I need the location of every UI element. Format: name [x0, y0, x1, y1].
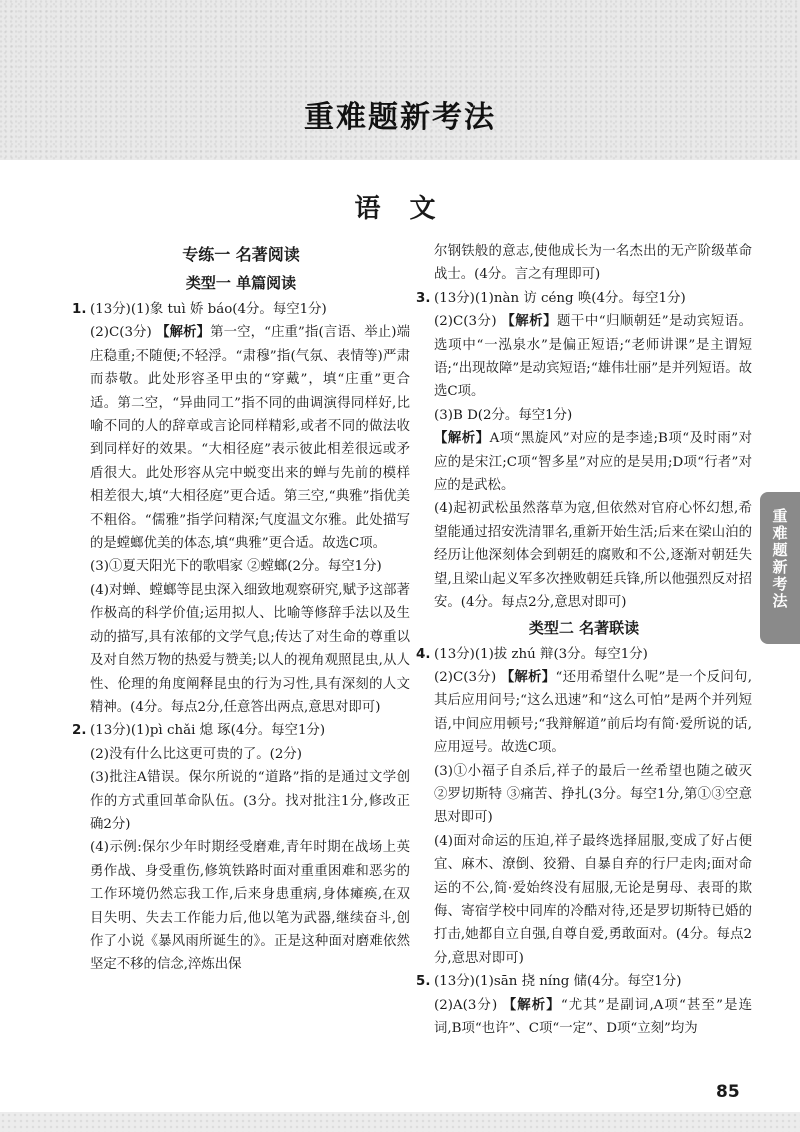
- page-number: 85: [716, 1082, 740, 1102]
- subject-title: 语 文: [354, 194, 446, 224]
- question-2: [72, 719, 410, 742]
- header-banner: [0, 0, 800, 160]
- question-number: 5.: [416, 974, 431, 990]
- q2-part2: (2)没有什么比这更可贵的了。(2分): [90, 746, 303, 762]
- side-tab-label: 重难题新考法: [770, 508, 789, 610]
- q1-part1: (13分)(1)象 tuì 娇 báo(4分。每空1分): [90, 302, 327, 317]
- q3-part1: (13分)(1)nàn 访 céng 唤(4分。每空1分): [434, 290, 686, 306]
- analysis-tag: 【解析】: [500, 668, 556, 685]
- side-tab: [760, 492, 800, 644]
- analysis-tag: 【解析】: [501, 313, 558, 330]
- analysis-tag: 【解析】: [434, 430, 490, 447]
- q5-part2: (2)A(3分) 【解析】“尤其”是副词,A项“甚至”是连词,B项“也许”、C项“一定”、D项“立刻”均为: [434, 996, 752, 1036]
- q1-part3: (3)①夏天阳光下的歌唱家 ②螳螂(2分。每空1分): [90, 559, 382, 575]
- q4-part1: (13分)(1)拔 zhú 辩(3分。每空1分): [434, 646, 648, 662]
- question-number: 3.: [416, 290, 431, 306]
- q2-part3: (3)批注A错误。保尔所说的“道路”指的是通过文学创作的方式重回革命队伍。(3分。找对批注1分,修改正确2分): [90, 770, 410, 832]
- question-4: [416, 643, 752, 666]
- section-title: 专练一 名著阅读: [182, 245, 300, 264]
- type-one-title: 类型一 单篇阅读: [185, 274, 297, 292]
- banner-title: 重难题新考法: [304, 100, 496, 135]
- bottom-strip: [0, 1112, 800, 1132]
- q4-part4: (4)面对命运的压迫,祥子最终选择屈服,变成了好占便宜、麻木、潦倒、狡猾、自暴自弃的行尸走肉;面对命运的不公,简·爱始终没有屈服,无论是舅母、表哥的欺侮、寄宿学校中同库的冷酷对待,还是罗切斯特已婚的打击,她都自立自强,自尊自爱,勇敢面对。(4分。每点2分,意思对即可): [434, 833, 752, 966]
- left-column: [72, 240, 410, 977]
- right-column: [416, 240, 752, 1040]
- q1-part2: (2)C(3分) 【解析】第一空，“庄重”指(言语、举止)端庄稳重;不随便;不轻浮。“肃穆”指(气氛、表情等)严肃而恭敬。此处形容圣甲虫的“穿戴”，填“庄重”更合适。第二空，“异曲同工”指不同的曲调演得同样好,比喻不同的人的辞章或言论同样精彩,或者不同的做法收到同样好的效果。“大相径庭”表示彼此相差很远或矛盾很大。此处形容从完中蜕变出来的蝉与先前的模样相差很大,填“大相径庭”更合适。第三空,“典雅”指优美不粗俗。“儒雅”指学问精深;气度温文尔雅。此处描写的是螳螂优美的体态,填“典雅”更合适。故选C项。: [90, 324, 411, 552]
- q4-part2: (2)C(3分) 【解析】“还用希望什么呢”是一个反问句,其后应用问号;“这么迅速”和“这么可怕”是两个并列短语,中间应用顿号;“我辩解道”前后均有简·爱所说的话,应用逗号。故选C项。: [434, 668, 752, 756]
- q4-part3: (3)①小福子自杀后,祥子的最后一丝希望也随之破灭 ②罗切斯特 ③痛苦、挣扎(3分。每空1分,第①③空意思对即可): [434, 763, 752, 826]
- question-number: 4.: [416, 646, 431, 662]
- analysis-tag: 【解析】: [156, 324, 211, 341]
- q2-part4: (4)示例:保尔少年时期经受磨难,青年时期在战场上英勇作战、身受重伤,修筑铁路时面对重重困难和恶劣的工作环境仍然忘我工作,后来身患重病,身体瘫痪,在双目失明、失去工作能力后,他以笔为武器,继续奋斗,创作了小说《暴风雨所诞生的》。正是这种面对磨难依然坚定不移的信念,淬炼出保: [90, 840, 410, 973]
- question-3: [416, 287, 752, 310]
- q3-part3: (3)B D(2分。每空1分): [434, 407, 573, 423]
- question-1: [72, 298, 410, 321]
- q3-analysis: 【解析】A项“黑旋风”对应的是李逵;B项“及时雨”对应的是宋江;C项“智多星”对应的是吴用;D项“行者”对应的是武松。: [434, 430, 753, 494]
- q5-part1: (13分)(1)sān 挠 níng 储(4分。每空1分): [434, 974, 682, 990]
- q3-part4: (4)起初武松虽然落草为寇,但依然对官府心怀幻想,希望能通过招安洗清罪名,重新开始生活;后来在梁山泊的经历让他深刻体会到朝廷的腐败和不公,逐渐对朝廷失望,且梁山起义军多次挫败朝廷兵锋,所以他强烈反对招安。(4分。每点2分,意思对即可): [434, 501, 752, 611]
- q3-part2: (2)C(3分) 【解析】题干中“归顺朝廷”是动宾短语。选项中“一泓泉水”是偏正短语;“老师讲课”是主谓短语;“出现故障”是动宾短语;“雄伟壮丽”是并列短语。故选C项。: [434, 313, 752, 400]
- q2-part1: (13分)(1)pì chǎi 熄 琢(4分。每空1分): [90, 723, 326, 739]
- question-5: [416, 970, 752, 993]
- type-two-title: 类型二 名著联读: [528, 618, 640, 637]
- question-number: 2.: [72, 723, 87, 739]
- analysis-tag: 【解析】: [502, 996, 561, 1013]
- q2-continued: 尔钢铁般的意志,使他成长为一名杰出的无产阶级革命战士。(4分。言之有理即可): [434, 244, 752, 283]
- question-number: 1.: [72, 302, 87, 317]
- q1-part4: (4)对蝉、螳螂等昆虫深入细致地观察研究,赋予这部著作极高的科学价值;运用拟人、比喻等修辞手法以及生动的描写,具有浓郁的文学气息;传达了对生命的尊重以及对自然万物的热爱与赞美;以人的视角观照昆虫,从人性、伦理的角度阐释昆虫的行为习性,具有深刻的人文精神。(4分。每点2分,任意答出两点,意思对即可): [90, 582, 410, 715]
